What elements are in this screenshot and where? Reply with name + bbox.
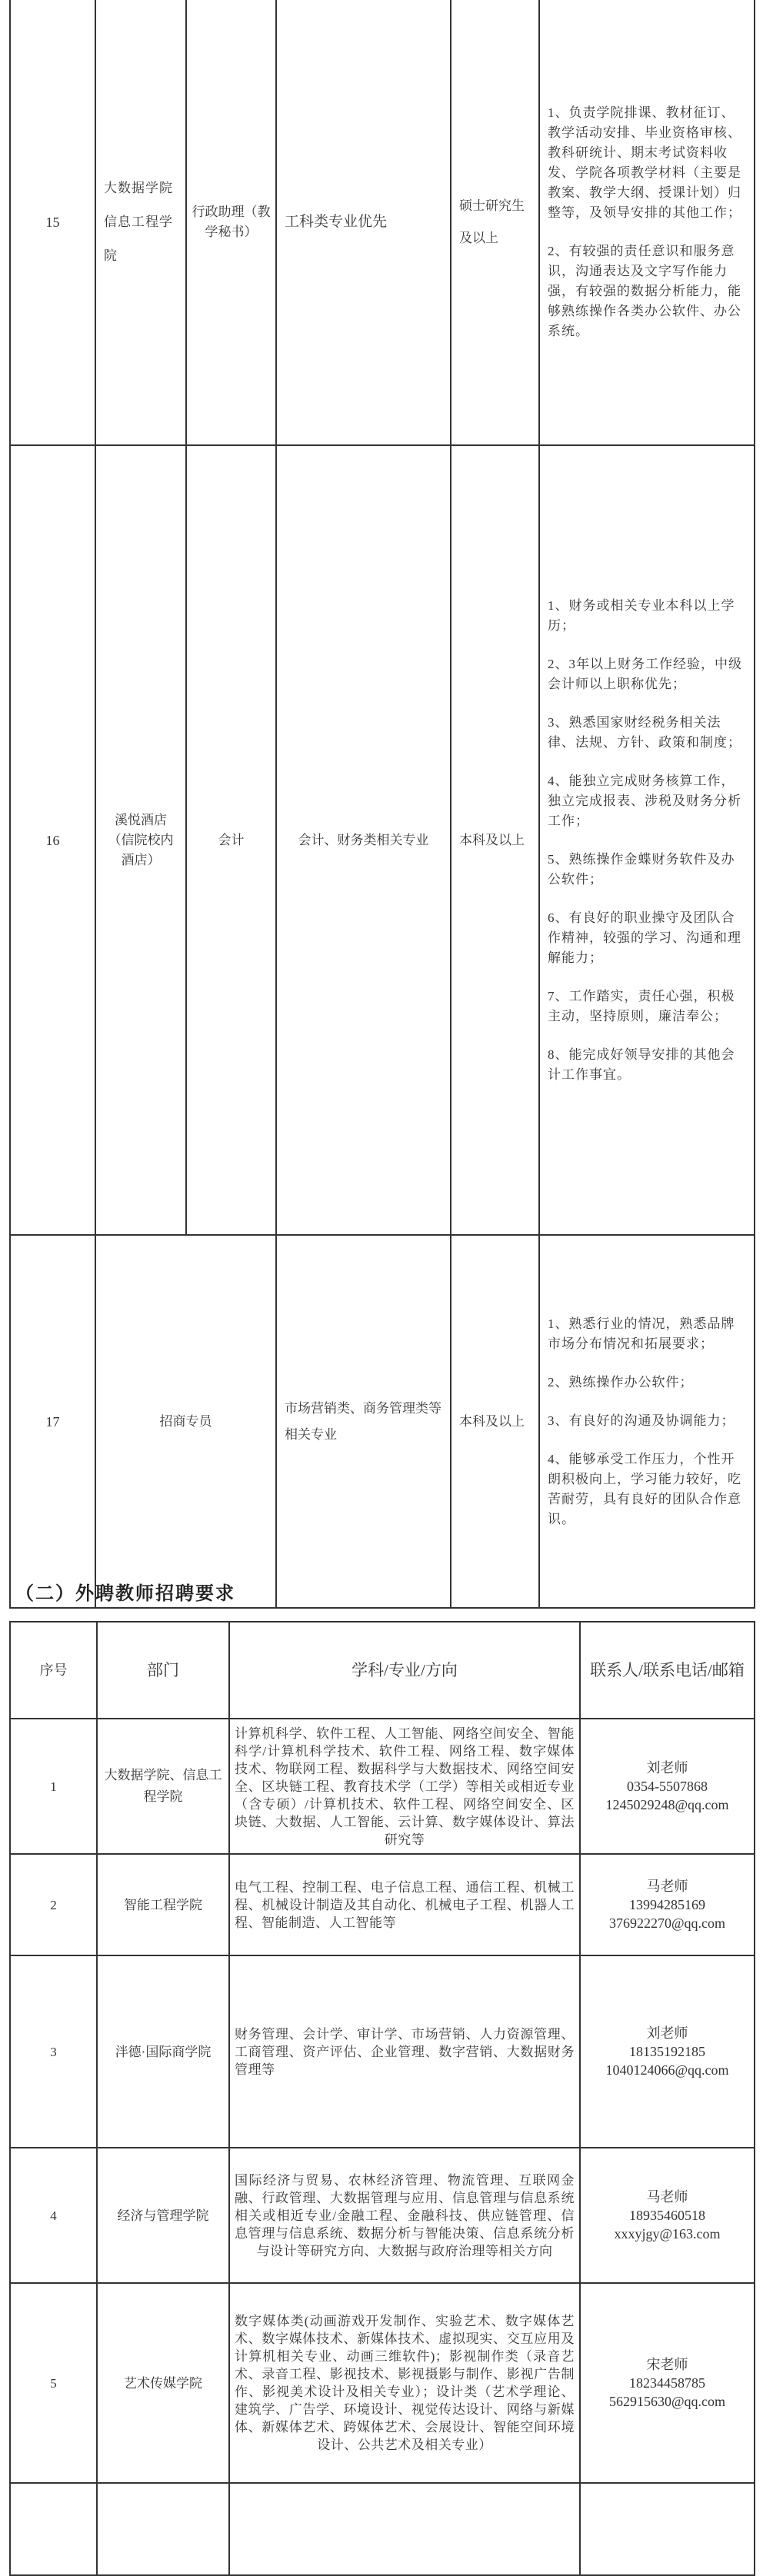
duty-item: 2、熟练操作办公软件；	[548, 1374, 694, 1390]
department-cell	[97, 2483, 229, 2575]
department-cell: 经济与管理学院	[97, 2148, 229, 2283]
subject-cell: 计算机科学、软件工程、人工智能、网络空间安全、智能科学/计算机科学技术、软件工程、网络工程、数字媒体技术、物联网工程、数据科学与大数据技术、网络空间安全、区块链工程、教育技术学（工学）等相关或相近专业（含专硕）/计算机技术、软件工程、网络空间安全、区块链、大数据、人工智能、云计算、数字媒体设计、算法研究等	[229, 1719, 580, 1854]
contact-cell	[580, 1955, 755, 2148]
table-row	[10, 2148, 755, 2283]
row-number: 3	[10, 1955, 97, 2148]
education-cell: 硕士研究生及以上	[451, 0, 539, 445]
duty-item: 3、有良好的沟通及协调能力；	[548, 1413, 735, 1428]
contact-email[interactable]: xxxyjgy@163.com	[614, 2226, 721, 2242]
contact-phone: 18935460518	[629, 2208, 705, 2223]
table-row	[10, 1955, 755, 2148]
contact-email[interactable]: 1040124066@qq.com	[605, 2062, 729, 2078]
duty-item: 4、能独立完成财务核算工作，独立完成报表、涉税及财务分析工作；	[548, 773, 741, 828]
row-number: 15	[10, 0, 95, 445]
education-cell: 本科及以上	[451, 1235, 539, 1608]
duty-item: 6、有良好的职业操守及团队合作精神，较强的学习、沟通和理解能力；	[548, 910, 741, 965]
duty-item: 3、熟悉国家财经税务相关法律、法规、方针、政策和制度；	[548, 714, 741, 750]
position-cell: 行政助理（教学秘书）	[186, 0, 276, 445]
contact-cell	[580, 2148, 755, 2283]
education-cell: 本科及以上	[451, 445, 539, 1235]
duty-item: 4、能够承受工作压力，个性开朗积极向上，学习能力较好，吃苦耐劳，具有良好的团队合作意识。	[548, 1451, 741, 1526]
section-title: （二）外聘教师招聘要求	[15, 1584, 235, 1604]
row-number	[10, 2483, 97, 2575]
row-number: 2	[10, 1854, 97, 1955]
header-contact: 联系人/联系电话/邮箱	[580, 1622, 755, 1719]
row-number: 4	[10, 2148, 97, 2283]
duty-item: 2、3年以上财务工作经验，中级会计师以上职称优先；	[548, 656, 742, 691]
external-teacher-table	[9, 1621, 755, 2576]
position-cell: 招商专员	[95, 1235, 276, 1608]
table-row	[10, 0, 755, 445]
contact-name: 刘老师	[646, 1760, 688, 1776]
contact-email[interactable]: 376922270@qq.com	[608, 1915, 726, 1931]
duty-item: 1、负责学院排课、教材征订、教学活动安排、毕业资格审核、教科研统计、期末考试资料收发、学院各项教学材料（主要是教案、教学大纲、授课计划）归整等，及领导安排的其他工作；	[548, 105, 741, 220]
contact-email[interactable]: 562915630@qq.com	[608, 2394, 726, 2409]
contact-name: 宋老师	[646, 2357, 688, 2372]
row-number: 17	[10, 1235, 95, 1608]
table-row	[10, 445, 755, 1235]
contact-phone: 18234458785	[629, 2375, 705, 2391]
duties-cell	[539, 445, 755, 1235]
major-cell: 市场营销类、商务管理类等相关专业	[276, 1235, 451, 1608]
table-row	[10, 1719, 755, 1854]
duties-cell	[539, 1235, 755, 1608]
department-cell: 溪悦酒店（信院校内酒店）	[95, 445, 186, 1235]
duty-item: 5、熟练操作金蝶财务软件及办公软件；	[548, 851, 735, 887]
table-row	[10, 2283, 755, 2483]
contact-name: 马老师	[646, 1879, 688, 1894]
duty-item: 8、能完成好领导安排的其他会计工作事宜。	[548, 1047, 735, 1082]
table-header-row	[10, 1622, 755, 1719]
contact-cell	[580, 1854, 755, 1955]
contact-phone: 13994285169	[629, 1897, 705, 1912]
major-cell: 工科类专业优先	[276, 0, 451, 445]
contact-cell	[580, 2283, 755, 2483]
major-cell: 会计、财务类相关专业	[276, 445, 451, 1235]
duty-item: 1、熟悉行业的情况，熟悉品牌市场分布情况和拓展要求；	[548, 1316, 735, 1351]
row-number: 1	[10, 1719, 97, 1854]
header-subject: 学科/专业/方向	[229, 1622, 580, 1719]
department-cell: 大数据学院信息工程学院	[95, 0, 186, 445]
contact-phone: 18135192185	[629, 2044, 705, 2059]
contact-email[interactable]: 1245029248@qq.com	[605, 1797, 729, 1812]
position-cell: 会计	[186, 445, 276, 1235]
duty-item: 1、财务或相关专业本科以上学历；	[548, 597, 735, 633]
department-cell: 艺术传媒学院	[97, 2283, 229, 2483]
contact-name: 刘老师	[646, 2025, 688, 2041]
contact-cell	[580, 2483, 755, 2575]
row-number: 5	[10, 2283, 97, 2483]
subject-cell	[229, 2483, 580, 2575]
table-row	[10, 1235, 755, 1608]
duty-item: 7、工作踏实，责任心强，积极主动，坚持原则，廉洁奉公；	[548, 988, 735, 1023]
duty-item: 2、有较强的责任意识和服务意识，沟通表达及文字写作能力强，有较强的数据分析能力，能够熟练操作各类办公软件、办公系统。	[548, 244, 741, 338]
department-cell: 智能工程学院	[97, 1854, 229, 1955]
contact-name: 马老师	[646, 2189, 688, 2205]
contact-phone: 0354-5507868	[627, 1779, 708, 1794]
row-number: 16	[10, 445, 95, 1235]
header-dept: 部门	[97, 1622, 229, 1719]
department-cell: 泮德·国际商学院	[97, 1955, 229, 2148]
table-row-partial	[10, 2483, 755, 2575]
subject-cell: 数字媒体类(动画游戏开发制作、实验艺术、数字媒体艺术、数字媒体技术、新媒体技术、虚拟现实、交互应用及计算机相关专业、动画三维软件)；影视制作类（录音艺术、录音工程、影视技术、影视摄影与制作、影视广告制作、影视美术设计及相关专业）；设计类（艺术学理论、建筑学、广告学、环境设计、视觉传达设计、网络与新媒体、新媒体艺术、跨媒体艺术、会展设计、智能空间环境设计、公共艺术及相关专业）	[229, 2283, 580, 2483]
contact-cell	[580, 1719, 755, 1854]
staff-requirements-table	[9, 0, 755, 1609]
subject-cell: 电气工程、控制工程、电子信息工程、通信工程、机械工程、机械设计制造及其自动化、机械电子工程、机器人工程、智能制造、人工智能等	[229, 1854, 580, 1955]
header-num: 序号	[10, 1622, 97, 1719]
subject-cell: 财务管理、会计学、审计学、市场营销、人力资源管理、工商管理、资产评估、企业管理、数字营销、大数据财务管理等	[229, 1955, 580, 2148]
duties-cell	[539, 0, 755, 445]
table-row	[10, 1854, 755, 1955]
subject-cell: 国际经济与贸易、农林经济管理、物流管理、互联网金融、行政管理、大数据管理与应用、信息管理与信息系统相关或相近专业/金融工程、金融科技、供应链管理、信息管理与信息系统、数据分析与智能决策、信息系统分析与设计等研究方向、大数据与政府治理等相关方向	[229, 2148, 580, 2283]
department-cell: 大数据学院、信息工程学院	[97, 1719, 229, 1854]
